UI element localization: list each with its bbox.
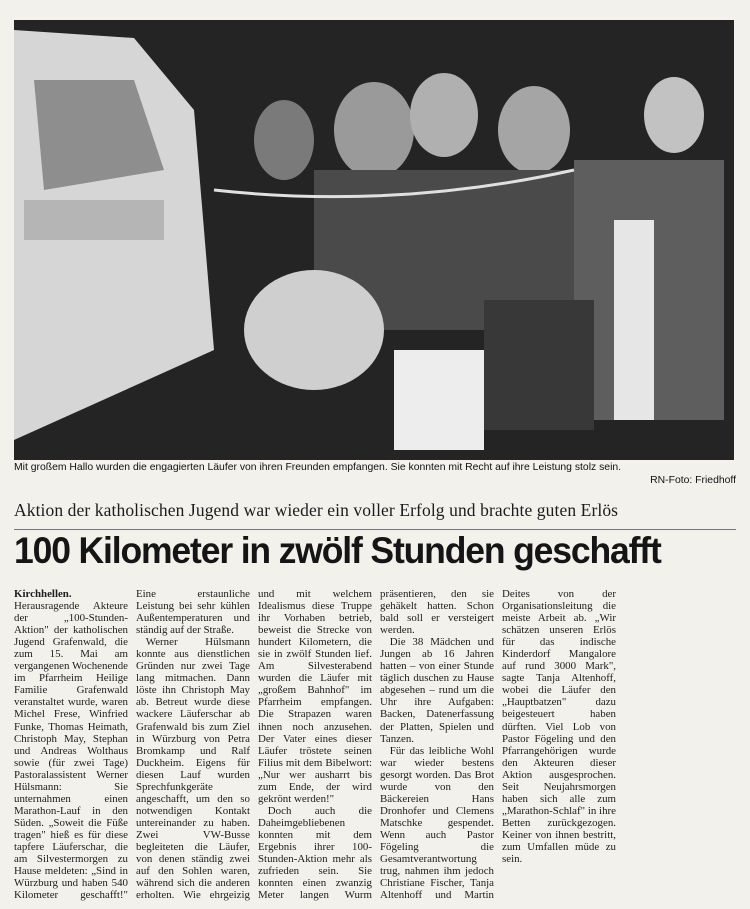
dateline: Kirchhellen. <box>14 588 72 600</box>
photo-illustration <box>14 20 734 460</box>
article-paragraph: Werner Hülsmann konnte aus dienstlichen Gründen nur zwei Tage lang mitmachen. Dann löste ihn Christoph May ab. Betreut wurde diese wackere Läuferschar ab Grafenwald bis zum Ziel in Würzburg von Petra Bromkamp und Ralf Duckheim. Eigens für diesen Lauf wurden Sprechfunkgeräte angeschafft, um den so notwendigen Kontakt untereinander zu haben. Zwei VW-Busse begleiteten die Läufer, von denen ständig zwei auf den Sohlen waren, während sich die anderen erholten. Wie ehrgeizig und mit welchem Idealismus diese Truppe ihr Vorhaben betrieb, beweist die Strecke von hundert Kilometern, die sie in zwölf Stunden lief. Am Silvesterabend wurden die Läufer mit „großem Bahnhof" im Pfarrheim empfangen. Die Strapazen waren ihnen noch anzusehen. Der Vater eines dieser Läufer tröstete seinen Filius mit dem Bibelwort: „Nur wer ausharrt bis zum Ende, der wird gekrönt werden!" <box>136 588 372 902</box>
headline: 100 Kilometer in zwölf Stunden geschafft <box>14 530 661 571</box>
caption-text: Mit großem Hallo wurden die engagierten Läufer von ihren Freunden empfangen. Sie konnten mit Recht auf ihre Leistung stolz sein. <box>14 462 622 473</box>
article-paragraph: Doch auch die Daheimgebliebenen konnten mit dem Ergebnis ihrer 100-Stunden-Aktion mehr als zufrieden sein. Sie konnten einen zwanzig Meter langen Wurm präsentieren, den sie gehäkelt hatten. Schon bald soll er versteigert werden. <box>258 588 494 902</box>
photo-credit: RN-Foto: Friedhoff <box>650 474 736 486</box>
kicker-line: Aktion der katholischen Jugend war wieder ein voller Erfolg und brachte guten Erlös <box>14 500 619 520</box>
article-paragraph-text: Herausragende Akteure der „100-Stunden-Aktion" der katholischen Jugend Grafenwald, die zum 15. Mai am vergangenen Wochenende im Pfarrheim Heilige Familie Grafenwald veranstaltet wurde, waren Michel Frese, Winfried Funke, Thomas Heimath, Christoph May, Stephan und Andreas Wolthaus sowie (für zwei Tage) Pastoralassistent Werner Hülsmann: Sie unternahmen einen Marathon-Lauf in den Süden. „Soweit die Füße tragen" hieß es für diese tapfere Läuferschar, die am Silvestermorgen zu Hause meldeten: „Sind in Würzburg und haben 540 Kilometer geschafft!" Eine erstaunliche Leistung bei sehr kühlen Außentemperaturen und ständig auf der Straße. <box>14 588 250 902</box>
photo-caption <box>14 462 736 487</box>
article-paragraph: Für das leibliche Wohl war wieder bestens gesorgt worden. Das Brot wurde von den Bäckereien Hans Dronhofer und Clemens Matschke gespendet. Wenn auch Pastor Fögeling die Gesamtverantwortung trug, nahmen ihm jedoch Christiane Fischer, Tanja Altenhoff und Martin Deites von der Organisationsleitung die meiste Arbeit ab. „Wir schätzen unseren Erlös für das indische Kinderdorf Mangalore auf rund 3000 Mark", sagte Tanja Altenhoff, wobei die Läufer den „Hauptbatzen" dazu beigesteuert haben dürften. Viel Lob von Pastor Fögeling und den Pfarrangehörigen wurde den Akteuren dieser Aktion ausgesprochen. Seit Neujahrsmorgen haben sich alle zum „Marathon-Schlaf" in ihre Betten zurückgezogen. Keiner von ihnen bestritt, zum Umfallen müde zu sein. <box>380 588 616 902</box>
article-body <box>14 588 738 908</box>
article-paragraph: Die 38 Mädchen und Jungen ab 16 Jahren hatten – von einer Stunde täglich duschen zu Hause abgesehen – rund um die Uhr ihre Aufgaben: Backen, Datenerfassung der Platten, Spielen und Tanzen. <box>380 636 494 745</box>
news-photo <box>14 20 734 460</box>
